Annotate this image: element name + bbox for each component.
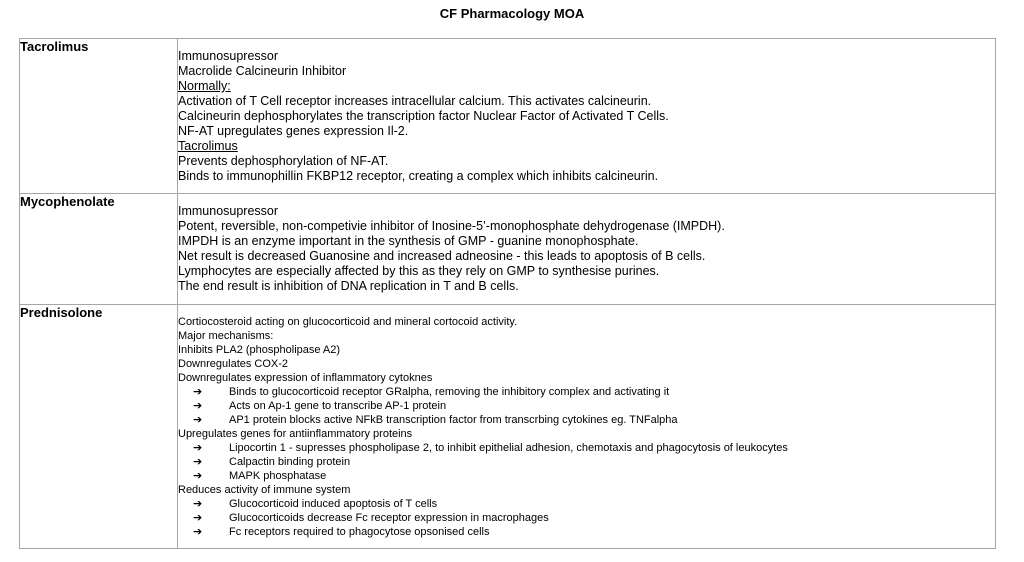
table-row-tacrolimus: [20, 39, 996, 194]
arrow-icon: ➔: [193, 525, 203, 538]
bullet-text: Glucocorticoid induced apoptosis of T cells: [229, 498, 438, 510]
bullet-text: Lipocortin 1 - supresses phospholipase 2, to inhibit epithelial adhesion, chemotaxis and phagocytosis of leukocytes: [229, 442, 788, 454]
arrow-icon: ➔: [193, 399, 203, 412]
bullet-text: Glucocorticoids decrease Fc receptor expression in macrophages: [229, 512, 549, 524]
description-line: Downregulates COX-2: [178, 358, 289, 370]
drug-name-prednisolone: Prednisolone: [20, 305, 178, 549]
description-line: Cortiocosteroid acting on glucocorticoid and mineral cortocoid activity.: [178, 316, 518, 328]
description-line: Lymphocytes are especially affected by this as they rely on GMP to synthesise purines.: [178, 264, 660, 278]
description-line: Prevents dephosphorylation of NF-AT.: [178, 154, 389, 168]
description-line: Macrolide Calcineurin Inhibitor: [178, 64, 347, 78]
bullet-text: AP1 protein blocks active NFkB transcription factor from transcrbing cytokines eg. TNFalpha: [229, 414, 678, 426]
description-line: Potent, reversible, non-competivie inhibitor of Inosine-5’-monophosphate dehydrogenase (IMPDH).: [178, 219, 725, 233]
bullet-text: MAPK phosphatase: [229, 470, 327, 482]
moa-table: [19, 38, 996, 549]
description-line: NF-AT upregulates genes expression Il-2.: [178, 124, 409, 138]
bullet-text: Acts on Ap-1 gene to transcribe AP-1 protein: [229, 400, 447, 412]
bullet-item: [178, 385, 995, 399]
description-line: The end result is inhibition of DNA replication in T and B cells.: [178, 279, 519, 293]
description-line: Activation of T Cell receptor increases intracellular calcium. This activates calcineurin.: [178, 94, 652, 108]
drug-name-tacrolimus: Tacrolimus: [20, 39, 178, 194]
table-row-mycophenolate: [20, 194, 996, 305]
table-row-prednisolone: [20, 305, 996, 549]
arrow-icon: ➔: [193, 469, 203, 482]
description-prednisolone: [178, 305, 996, 549]
bullet-item: [178, 455, 995, 469]
description-tacrolimus: [178, 39, 996, 194]
bullet-text: Fc receptors required to phagocytose opsonised cells: [229, 526, 490, 538]
section-heading: Tacrolimus: [178, 139, 238, 153]
bullet-item: [178, 469, 995, 483]
description-line: Calcineurin dephosphorylates the transcription factor Nuclear Factor of Activated T Cells.: [178, 109, 669, 123]
document-title: CF Pharmacology MOA: [439, 6, 585, 21]
bullet-text: Calpactin binding protein: [229, 456, 351, 468]
arrow-icon: ➔: [193, 511, 203, 524]
bullet-item: [178, 497, 995, 511]
arrow-icon: ➔: [193, 497, 203, 510]
description-line: Net result is decreased Guanosine and increased adneosine - this leads to apoptosis of B cells.: [178, 249, 706, 263]
bullet-text: Binds to glucocorticoid receptor GRalpha, removing the inhibitory complex and activating it: [229, 386, 670, 398]
arrow-icon: ➔: [193, 413, 203, 426]
drug-name-mycophenolate: Mycophenolate: [20, 194, 178, 305]
description-line: IMPDH is an enzyme important in the synthesis of GMP - guanine monophosphate.: [178, 234, 639, 248]
description-mycophenolate: [178, 194, 996, 305]
bullet-item: [178, 525, 995, 539]
arrow-icon: ➔: [193, 455, 203, 468]
arrow-icon: ➔: [193, 441, 203, 454]
description-line: Immunosupressor: [178, 49, 279, 63]
description-line: Binds to immunophillin FKBP12 receptor, creating a complex which inhibits calcineurin.: [178, 169, 659, 183]
description-line: Immunosupressor: [178, 204, 279, 218]
description-line: Major mechanisms:: [178, 330, 274, 342]
description-line: Downregulates expression of inflammatory cytoknes: [178, 372, 433, 384]
section-heading: Normally:: [178, 79, 231, 93]
arrow-icon: ➔: [193, 385, 203, 398]
bullet-item: [178, 511, 995, 525]
bullet-item: [178, 441, 995, 455]
description-line: Inhibits PLA2 (phospholipase A2): [178, 344, 341, 356]
bullet-item: [178, 399, 995, 413]
description-line: Reduces activity of immune system: [178, 484, 351, 496]
bullet-item: [178, 413, 995, 427]
description-line: Upregulates genes for antiinflammatory proteins: [178, 428, 413, 440]
